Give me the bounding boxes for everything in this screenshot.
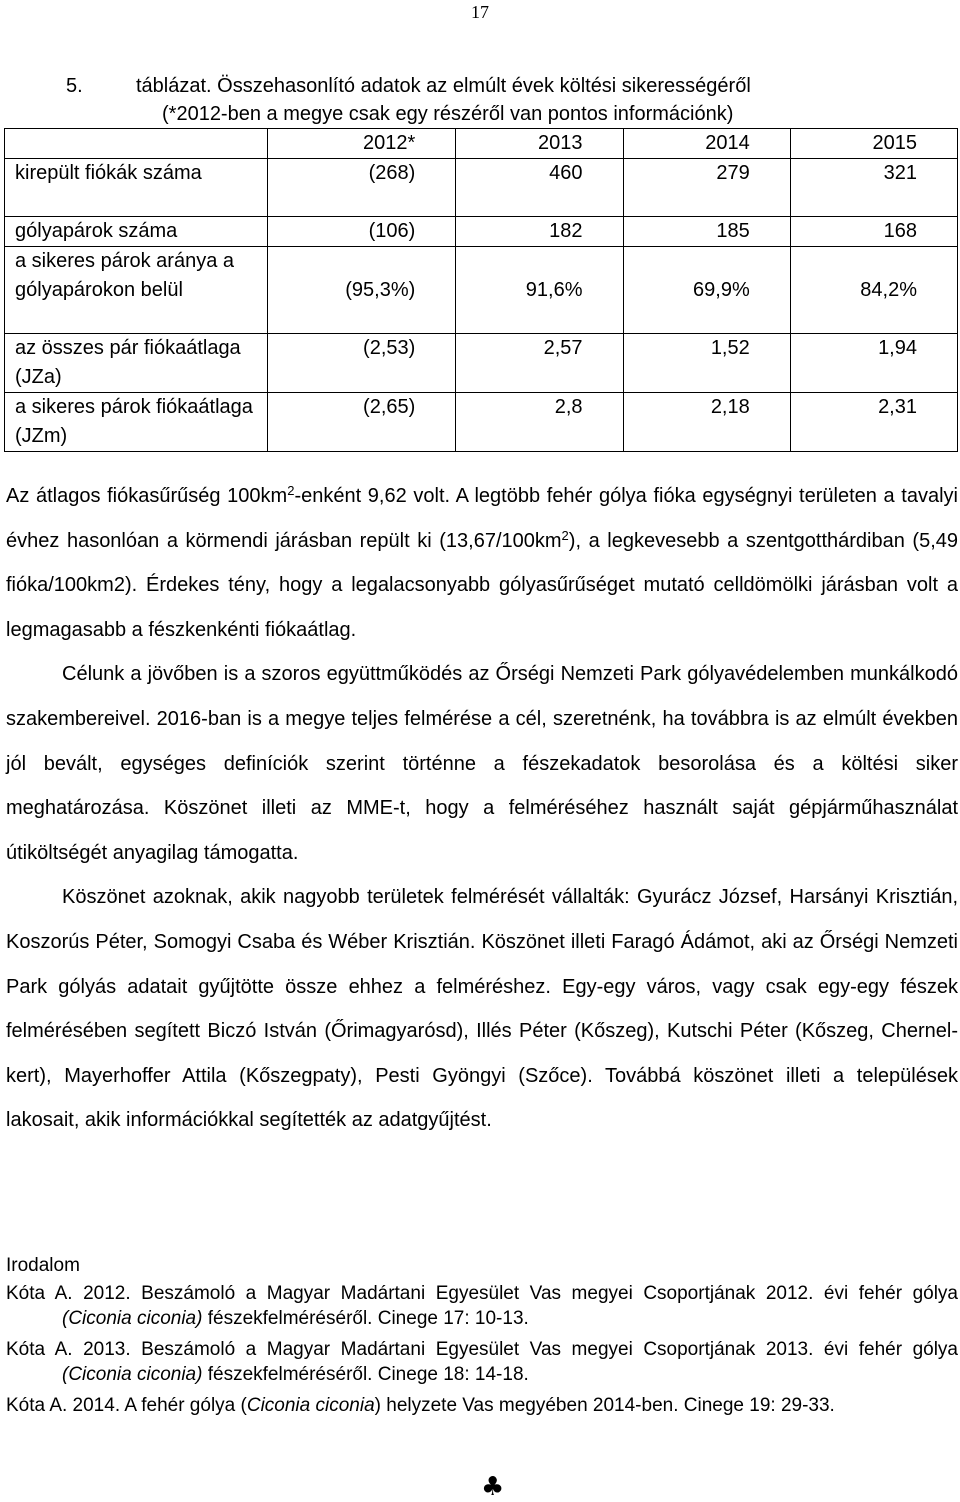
table-cell: 321 — [790, 159, 957, 217]
breeding-success-table — [4, 128, 958, 452]
text-run: fészekfelméréséről. Cinege 17: 10-13. — [202, 1308, 529, 1329]
table-row — [5, 334, 958, 393]
row-label: az összes pár fiókaátlaga (JZa) — [5, 334, 268, 393]
table-cell: 279 — [623, 159, 790, 217]
references-title: Irodalom — [6, 1255, 80, 1276]
header-cell — [5, 129, 268, 159]
paragraph: Célunk a jövőben is a szoros együttműködés az Őrségi Nemzeti Park gólyavédelemben munkálkodó szakembereivel. 2016-ban is a megye teljes felmérése a cél, szeretnénk, ha továbbra is az elmúlt években jól bevált, egységes definíciók szerint történne a fészekadatok besorolása és a költési siker meghatározása. Köszönet illeti az MME-t, hogy a felméréséhez használt saját gépjárműhasználat útiköltségét anyagilag támogatta. — [6, 663, 958, 864]
table-row — [5, 217, 958, 247]
table-cell: 91,6% — [456, 247, 623, 334]
table-cell: (268) — [268, 159, 456, 217]
text-run: Kóta A. 2013. Beszámoló a Magyar Madártani Egyesület Vas megyei Csoportjának 2013. évi fehér gólya — [6, 1339, 958, 1360]
text-run: Kóta A. 2012. Beszámoló a Magyar Madártani Egyesület Vas megyei Csoportjának 2012. évi fehér gólya — [6, 1283, 958, 1304]
table-cell: 2,31 — [790, 393, 957, 452]
table-cell: 2,8 — [456, 393, 623, 452]
table-cell: 84,2% — [790, 247, 957, 334]
paragraph — [6, 474, 958, 652]
table-cell: 1,94 — [790, 334, 957, 393]
table-cell: 182 — [456, 217, 623, 247]
caption-number: 5. — [66, 75, 83, 97]
reference-item — [6, 1281, 958, 1331]
caption-subtitle: (*2012-ben a megye csak egy részéről van pontos információnk) — [162, 103, 734, 125]
text-run: fészekfelméréséről. Cinege 18: 14-18. — [202, 1364, 529, 1385]
body-text — [6, 474, 958, 1143]
table-caption — [66, 72, 946, 128]
caption-title: táblázat. Összehasonlító adatok az elmúlt évek költési sikerességéről — [136, 75, 751, 97]
header-cell: 2013 — [456, 129, 623, 159]
club-icon: ♣ — [481, 1472, 505, 1502]
header-cell: 2015 — [790, 129, 957, 159]
row-label: kirepült fiókák száma — [5, 159, 268, 217]
superscript: 2 — [561, 527, 569, 543]
header-cell: 2012* — [268, 129, 456, 159]
text-run: ) helyzete Vas megyében 2014-ben. Cinege 19: 29-33. — [374, 1395, 835, 1416]
table-cell: 185 — [623, 217, 790, 247]
table-cell: 1,52 — [623, 334, 790, 393]
paragraph: Köszönet azoknak, akik nagyobb területek felmérését vállalták: Gyurácz József, Harsányi Krisztián, Koszorús Péter, Somogyi Csaba és Wéber Krisztián. Köszönet illeti Faragó Ádámot, aki az Őrségi Nemzeti Park gólyás adatait gyűjtötte össze ehhez a felméréshez. Egy-egy város, vagy csak egy-egy fészek felmérésében segített Biczó István (Őrimagyarósd), Illés Péter (Kőszeg), Kutschi Péter (Kőszeg, Chernel-kert), Mayerhoffer Attila (Kőszegpaty), Pesti Gyöngyi (Szőce). Továbbá köszönet illeti a települések lakosait, akik információkkal segítették az adatgyűjtést. — [6, 886, 958, 1132]
table-row — [5, 159, 958, 217]
reference-item — [6, 1337, 958, 1387]
row-label: a sikeres párok fiókaátlaga (JZm) — [5, 393, 268, 452]
table-row — [5, 393, 958, 452]
text-run: -enként 9,62 volt. A legtöbb fehér gólya fióka egységnyi területen a tavalyi évhez hasonlóan a körmendi járásban repült ki (13,67/100km — [6, 485, 958, 552]
row-label: a sikeres párok aránya a gólyapárokon belül — [5, 247, 268, 334]
text-run: Az átlagos fiókasűrűség 100km — [6, 485, 288, 507]
species-name: (Ciconia ciconia) — [62, 1308, 203, 1329]
species-name: Ciconia ciconia — [246, 1395, 375, 1416]
header-cell: 2014 — [623, 129, 790, 159]
table-cell: 2,18 — [623, 393, 790, 452]
superscript: 2 — [287, 483, 295, 498]
table-cell: 168 — [790, 217, 957, 247]
table-cell: (2,53) — [268, 334, 456, 393]
table-cell: 69,9% — [623, 247, 790, 334]
row-label: gólyapárok száma — [5, 217, 268, 247]
table-cell: 2,57 — [456, 334, 623, 393]
table-cell: 460 — [456, 159, 623, 217]
text-run: Kóta A. 2014. A fehér gólya ( — [6, 1395, 247, 1416]
table-cell: (106) — [268, 217, 456, 247]
table-cell: (2,65) — [268, 393, 456, 452]
text-run: ), a legkevesebb a szentgotthárdiban (5,49 fióka/100km2). Érdekes tény, hogy a legalacsonyabb gólyasűrűséget mutató celldömölki járásban volt a legmagasabb a fészkenkénti fiókaátlag. — [6, 529, 958, 641]
table-row — [5, 247, 958, 334]
table-cell: (95,3%) — [268, 247, 456, 334]
species-name: (Ciconia ciconia) — [62, 1364, 203, 1385]
page-number: 17 — [471, 2, 489, 22]
references — [6, 1253, 958, 1424]
table-header-row — [5, 129, 958, 159]
reference-item — [6, 1393, 958, 1418]
